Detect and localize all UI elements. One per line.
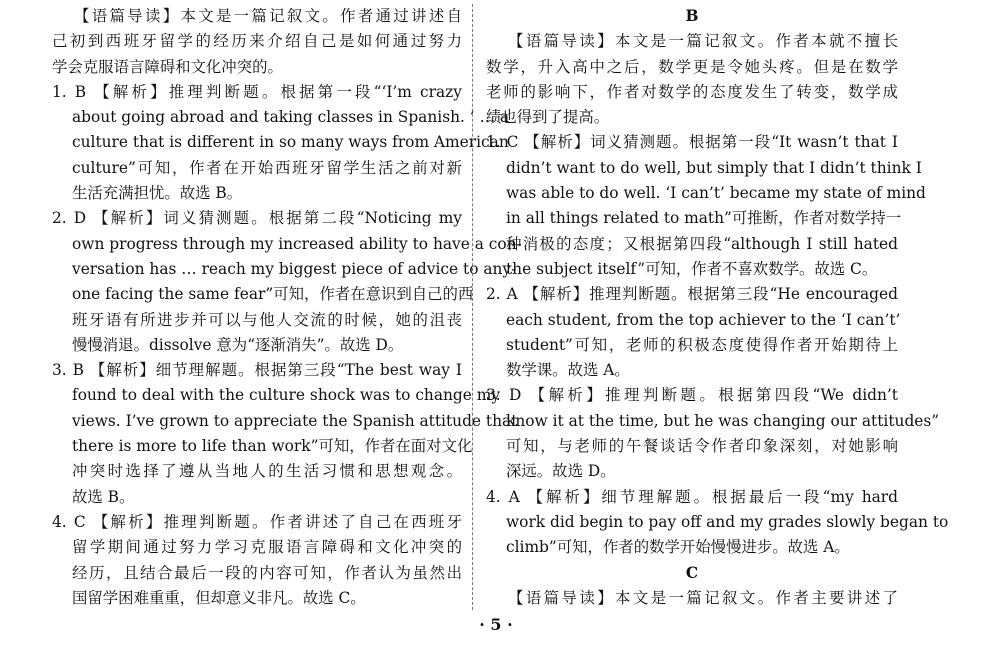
right-text-line: 【语篇导读】本文是一篇记叙文。作者主要讲述了 [508, 588, 898, 607]
left-text-line: there is more to life than work”可知，作者在面对文化 [72, 437, 473, 456]
right-text-line: didn’t want to do well, but simply that I didn’t think I [506, 158, 922, 177]
column-divider [472, 4, 473, 610]
right-text-line: C [685, 563, 699, 582]
right-text-line: climb”可知，作者的数学开始慢慢进步。故选 A。 [506, 538, 850, 557]
right-text-line: student”可知，老师的积极态度使得作者开始期待上 [506, 335, 898, 354]
left-text-line: 学会克服语言障碍和文化冲突的。 [52, 57, 283, 76]
right-text-line: 4. A 【解析】细节理解题。根据最后一段“my hard [486, 487, 898, 506]
left-text-line: 故选 B。 [72, 487, 135, 506]
right-text-line: work did begin to pay off and my grades slowly began to [506, 512, 949, 531]
right-text-line: in all things related to math”可推断，作者对数学持一 [506, 209, 902, 228]
right-text-line: 【语篇导读】本文是一篇记叙文。作者本就不擅长 [508, 32, 898, 51]
left-text-line: 生活充满担忧。故选 B。 [72, 184, 243, 203]
left-column [52, 4, 522, 611]
page-number: · 5 · [479, 615, 513, 634]
left-text-line: 4. C 【解析】推理判断题。作者讲述了自己在西班牙 [52, 512, 462, 531]
left-text-line: 班牙语有所进步并可以与他人交流的时候，她的沮丧 [72, 310, 462, 329]
left-text-line: 己初到西班牙留学的经历来介绍自己是如何通过努力 [52, 32, 462, 51]
right-text-line: know it at the time, but he was changing our attitudes” [506, 411, 940, 430]
left-text-line: one facing the same fear”可知，作者在意识到自己的西 [72, 285, 474, 304]
left-text-line: 3. B 【解析】细节理解题。根据第三段“The best way I [52, 361, 462, 380]
right-text-line: 数学课。故选 A。 [506, 361, 630, 380]
right-text-line: 数学，升入高中之后，数学更是令她头疼。但是在数学 [486, 57, 898, 76]
right-text-line: each student, from the top achiever to the ‘I can’t’ [506, 310, 901, 329]
left-text-line: 经历，且结合最后一段的内容可知，作者认为虽然出 [72, 563, 462, 582]
left-text-line: 慢慢消退。dissolve 意为“逐渐消失”。故选 D。 [72, 335, 404, 354]
right-text-line: 深远。故选 D。 [506, 462, 616, 481]
left-text-line: 国留学困难重重，但却意义非凡。故选 C。 [72, 588, 366, 607]
left-text-line: 【语篇导读】本文是一篇记叙文。作者通过讲述自 [74, 7, 462, 25]
right-text-line: 绩也得到了提高。 [486, 108, 610, 127]
left-text-line: 冲突时选择了遵从当地人的生活习惯和思想观念。 [72, 462, 462, 481]
right-text-line: 种消极的态度；又根据第四段“although I still hated [506, 234, 898, 253]
right-text-line: the subject itself”可知，作者不喜欢数学。故选 C。 [506, 259, 878, 278]
right-column [486, 4, 949, 611]
left-text-line: versation has … reach my biggest piece of advice to any- [72, 259, 517, 278]
left-text-line: found to deal with the culture shock was to change my [72, 386, 501, 405]
left-text-line: about going abroad and taking classes in Spanish. ’ … a [72, 108, 510, 127]
right-text-line: was able to do well. ‘I can’t’ became my state of mind [506, 184, 926, 203]
left-text-line: 2. D 【解析】词义猜测题。根据第二段“Noticing my [52, 209, 462, 228]
right-text-line: 1. C 【解析】词义猜测题。根据第一段“It wasn’t that I [486, 133, 898, 152]
right-text-line: 3. D 【解析】推理判断题。根据第四段“We didn’t [486, 386, 898, 405]
right-text-line: 老师的影响下，作者对数学的态度发生了转变，数学成 [486, 82, 898, 101]
left-text-line: 留学期间通过努力学习克服语言障碍和文化冲突的 [72, 538, 462, 557]
right-text-line: 可知，与老师的午餐谈话令作者印象深刻，对她影响 [506, 437, 898, 456]
right-text-line: 2. A 【解析】推理判断题。根据第三段“He encouraged [486, 285, 898, 304]
right-text-line: B [685, 7, 699, 25]
left-text-line: culture”可知，作者在开始西班牙留学生活之前对新 [72, 158, 462, 177]
left-text-line: culture that is different in so many ways from American [72, 133, 509, 152]
left-text-line: own progress through my increased ability to have a con- [72, 234, 522, 253]
left-text-line: 1. B 【解析】推理判断题。根据第一段“‘I’m crazy [52, 82, 462, 101]
left-text-line: views. I’ve grown to appreciate the Spanish attitude that [72, 411, 518, 430]
